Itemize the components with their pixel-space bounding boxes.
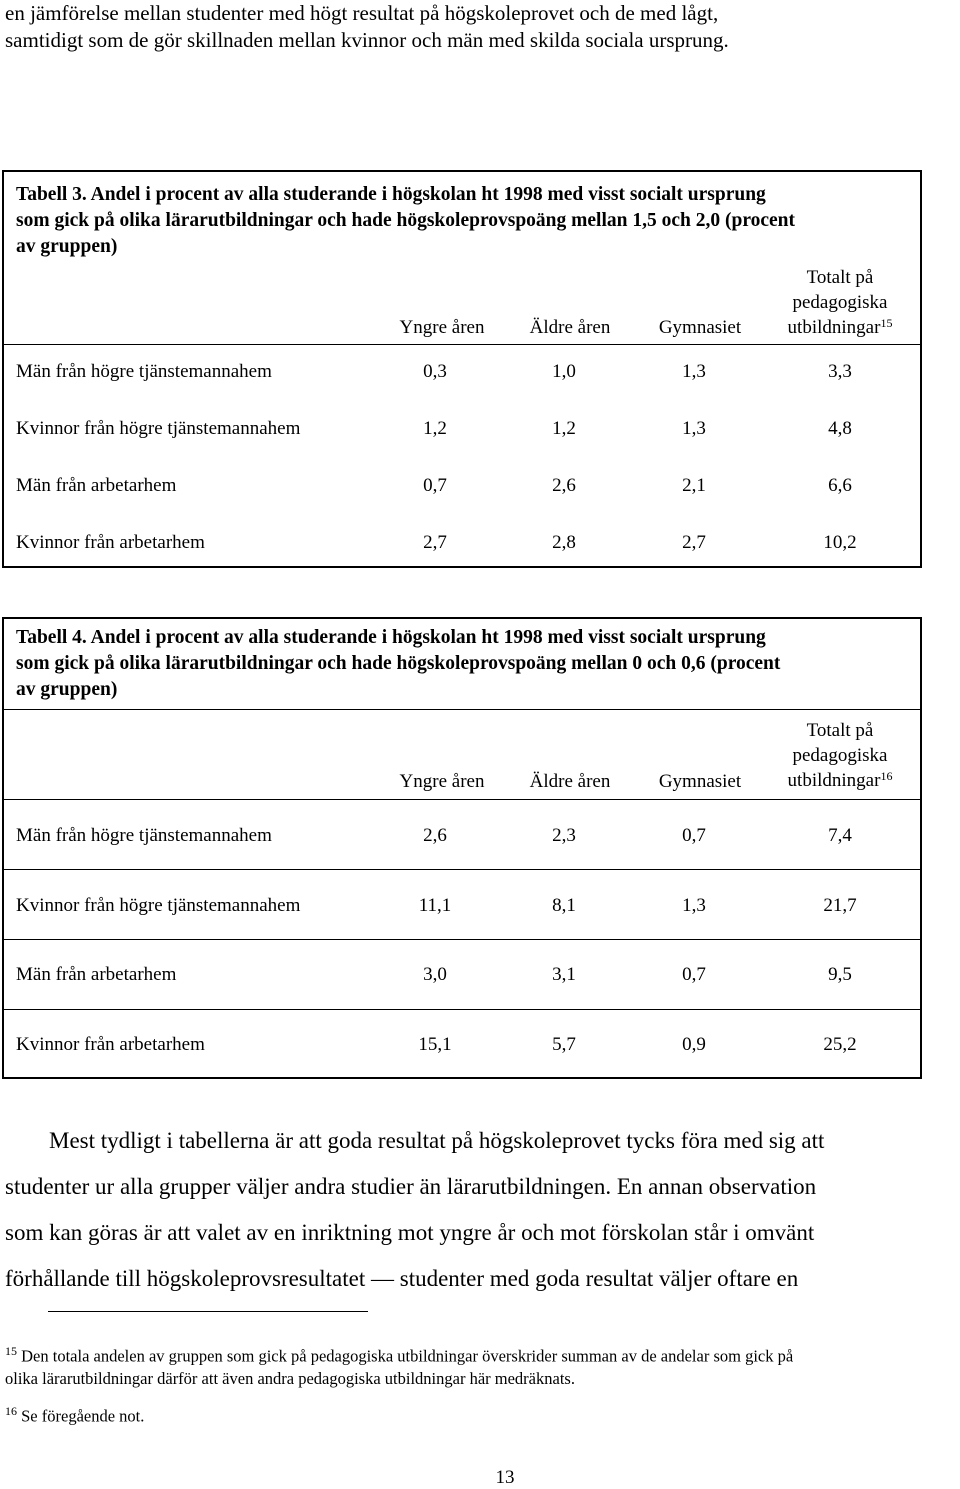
header-divider bbox=[4, 799, 920, 800]
table-cell: 8,1 bbox=[552, 894, 576, 916]
table-4 bbox=[2, 617, 922, 1079]
intro-line: samtidigt som de gör skillnaden mellan kvinnor och män med skilda sociala ursprung. bbox=[5, 28, 729, 52]
footnote-ref: 16 bbox=[880, 769, 893, 783]
col-header-yngre: Yngre åren bbox=[399, 317, 485, 338]
table-cell: 1,0 bbox=[552, 361, 576, 382]
table-cell: 0,7 bbox=[682, 964, 706, 985]
body-line: studenter ur alla grupper väljer andra studier än lärarutbildningen. En annan observation bbox=[5, 1174, 817, 1199]
col-header-gymnasiet: Gymnasiet bbox=[658, 317, 742, 338]
table-cell: 3,3 bbox=[828, 361, 852, 382]
row-label: Män från högre tjänstemannahem bbox=[16, 361, 272, 382]
col-header-aldre: Äldre åren bbox=[529, 771, 611, 792]
row-label: Män från arbetarhem bbox=[16, 475, 177, 496]
footnote-number: 16 bbox=[5, 1404, 17, 1418]
table-cell: 2,7 bbox=[682, 532, 706, 553]
table-cell: 0,7 bbox=[423, 475, 447, 496]
footnote-15 bbox=[5, 1340, 960, 1390]
table-cell: 2,1 bbox=[682, 475, 706, 496]
footnote-text: Den totala andelen av gruppen som gick på pedagogiska utbildningar överskrider summan av de andelar som gick på bbox=[21, 1346, 794, 1366]
intro-line: en jämförelse mellan studenter med högt resultat på högskoleprovet och de med lågt, bbox=[5, 1, 719, 25]
table-cell: 6,6 bbox=[828, 475, 852, 496]
table-cell: 2,6 bbox=[423, 825, 447, 846]
footnote-ref: 15 bbox=[880, 316, 893, 330]
body-paragraph bbox=[5, 1118, 955, 1302]
total-header-line: utbildningar bbox=[787, 770, 881, 791]
body-line: Mest tydligt i tabellerna är att goda resultat på högskoleprovet tycks föra med sig att bbox=[49, 1128, 825, 1153]
table-cell: 15,1 bbox=[418, 1033, 452, 1055]
table-caption bbox=[16, 182, 916, 260]
table-cell: 10,2 bbox=[823, 532, 857, 553]
row-label: Kvinnor från arbetarhem bbox=[16, 1033, 205, 1055]
table-cell: 9,5 bbox=[828, 964, 852, 985]
table-cell: 7,4 bbox=[828, 825, 852, 846]
table-3 bbox=[2, 170, 922, 568]
row-label: Män från arbetarhem bbox=[16, 964, 177, 985]
table-cell: 3,1 bbox=[552, 964, 576, 985]
table-cell: 25,2 bbox=[823, 1033, 857, 1055]
table-caption bbox=[16, 625, 916, 703]
header-divider bbox=[4, 344, 920, 345]
intro-text bbox=[5, 0, 955, 54]
caption-divider bbox=[4, 709, 920, 710]
row-label: Kvinnor från högre tjänstemannahem bbox=[16, 894, 301, 916]
col-header-gymnasiet: Gymnasiet bbox=[658, 771, 742, 792]
body-line: förhållande till högskoleprovsresultatet — studenter med goda resultat väljer oftare en bbox=[5, 1266, 799, 1291]
table-cell: 2,6 bbox=[552, 475, 576, 496]
table-cell: 0,9 bbox=[682, 1033, 706, 1055]
footnote-16 bbox=[5, 1400, 960, 1428]
table-label: Tabell 4. bbox=[16, 627, 87, 648]
table-cell: 21,7 bbox=[823, 894, 857, 916]
caption-line-2: som gick på olika lärarutbildningar och hade högskoleprovspoäng mellan 0 och 0,6 (procent bbox=[16, 653, 781, 674]
table-cell: 2,3 bbox=[552, 825, 576, 846]
col-header-aldre: Äldre åren bbox=[529, 317, 611, 338]
caption-line-1: Andel i procent av alla studerande i högskolan ht 1998 med visst socialt ursprung bbox=[90, 184, 766, 205]
total-header-line: Totalt på bbox=[806, 267, 874, 288]
table-cell: 11,1 bbox=[418, 894, 452, 916]
table-cell: 2,7 bbox=[423, 532, 447, 553]
table-cell: 1,3 bbox=[682, 418, 706, 439]
table-cell: 0,3 bbox=[423, 361, 447, 382]
row-divider bbox=[4, 869, 920, 870]
row-label: Män från högre tjänstemannahem bbox=[16, 825, 272, 846]
row-label: Kvinnor från högre tjänstemannahem bbox=[16, 418, 301, 439]
row-divider bbox=[4, 1009, 920, 1010]
table-label: Tabell 3. bbox=[16, 184, 87, 205]
table-cell: 1,3 bbox=[682, 361, 706, 382]
footnote-text: Se föregående not. bbox=[21, 1406, 145, 1426]
table-cell: 3,0 bbox=[423, 964, 447, 985]
table-cell: 5,7 bbox=[552, 1033, 576, 1055]
table-cell: 0,7 bbox=[682, 825, 706, 846]
footnote-number: 15 bbox=[5, 1344, 17, 1358]
table-cell: 1,2 bbox=[423, 418, 447, 439]
col-header-total bbox=[770, 265, 910, 340]
col-header-yngre: Yngre åren bbox=[399, 771, 485, 792]
caption-line-3: av gruppen) bbox=[16, 679, 118, 700]
row-label: Kvinnor från arbetarhem bbox=[16, 532, 205, 553]
total-header-line: pedagogiska bbox=[792, 292, 888, 313]
caption-line-1: Andel i procent av alla studerande i högskolan ht 1998 med visst socialt ursprung bbox=[90, 627, 766, 648]
caption-line-3: av gruppen) bbox=[16, 236, 118, 257]
table-cell: 1,3 bbox=[682, 894, 706, 916]
row-divider bbox=[4, 939, 920, 940]
table-cell: 1,2 bbox=[552, 418, 576, 439]
total-header-line: Totalt på bbox=[806, 720, 874, 741]
table-cell: 4,8 bbox=[828, 418, 852, 439]
col-header-total bbox=[770, 718, 910, 793]
total-header-line: utbildningar bbox=[787, 317, 881, 338]
footnote-separator bbox=[48, 1311, 368, 1312]
page-number: 13 bbox=[495, 1467, 515, 1488]
total-header-line: pedagogiska bbox=[792, 745, 888, 766]
body-line: som kan göras är att valet av en inriktning mot yngre år och mot förskolan står i omvänt bbox=[5, 1220, 815, 1245]
caption-line-2: som gick på olika lärarutbildningar och hade högskoleprovspoäng mellan 1,5 och 2,0 (procent bbox=[16, 210, 796, 231]
footnote-text: olika lärarutbildningar därför att även andra pedagogiska utbildningar här medräknats. bbox=[5, 1368, 575, 1388]
table-cell: 2,8 bbox=[552, 532, 576, 553]
